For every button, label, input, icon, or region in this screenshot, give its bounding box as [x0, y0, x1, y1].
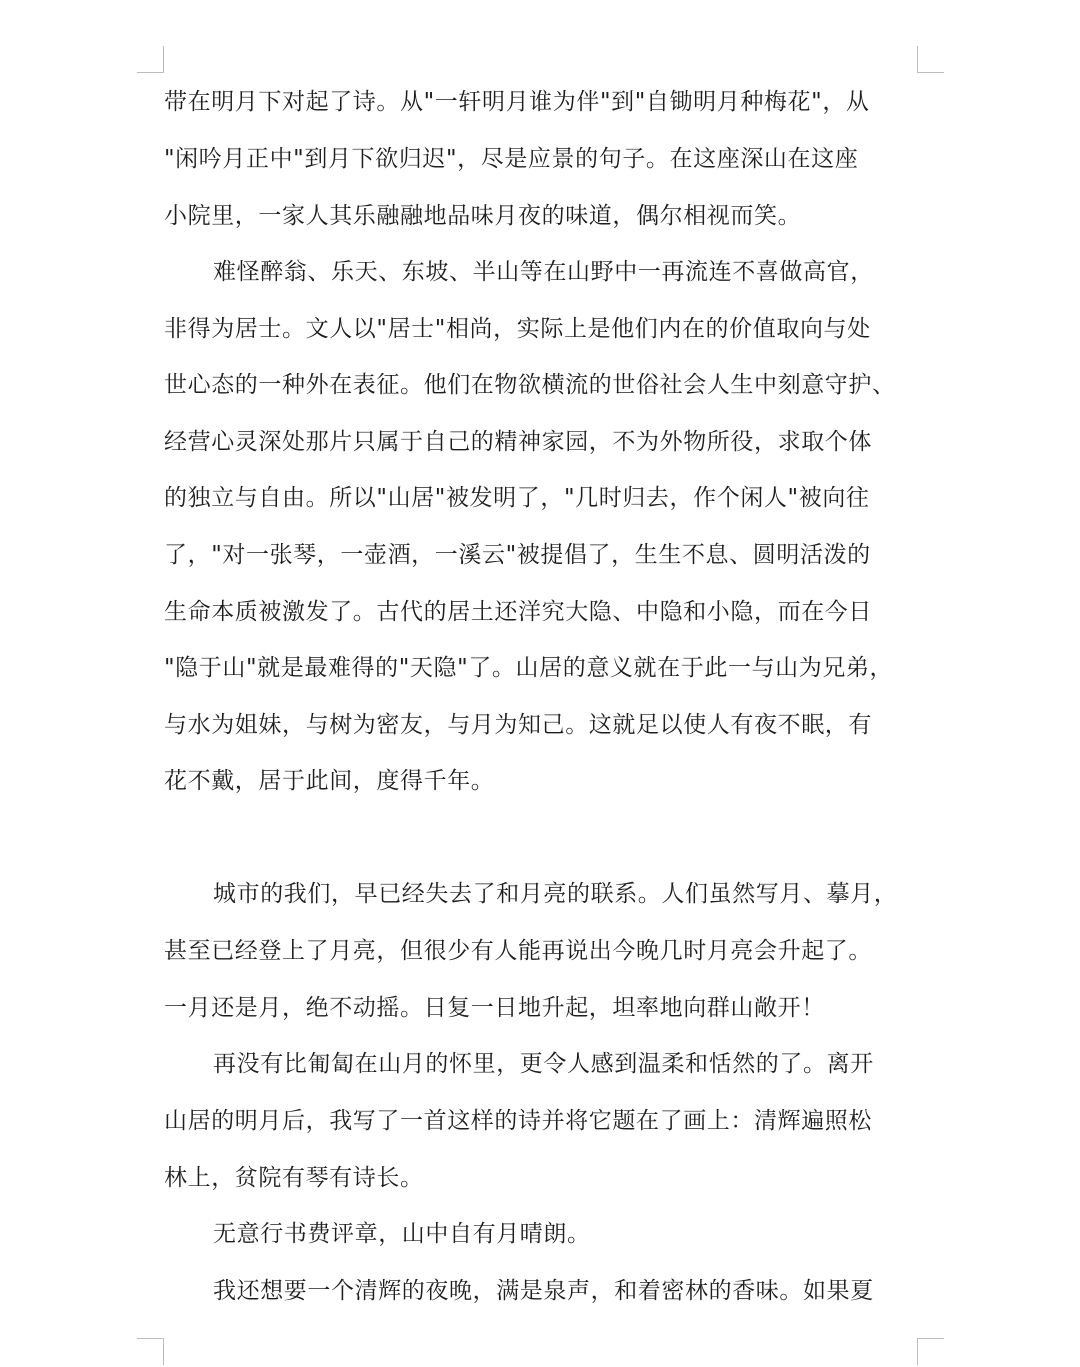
text-line: 花不戴，居于此间，度得千年。 [164, 768, 495, 794]
text-line: 世心态的一种外在表征。他们在物欲横流的世俗社会人生中刻意守护、 [164, 372, 896, 398]
paragraph-first-line: 难怪醉翁、乐天、东坡、半山等在山野中一再流连不喜做高官， [213, 259, 874, 285]
text-line: 的独立与自由。所以"山居"被发明了，"几时归去，作个闲人"被向往 [164, 485, 870, 511]
paragraph-first-line: 无意行书费评章，山中自有月晴朗。 [213, 1221, 591, 1247]
text-line: 经营心灵深处那片只属于自己的精神家园，不为外物所役，求取个体 [164, 429, 872, 455]
text-line: 了，"对一张琴，一壶酒，一溪云"被提倡了，生生不息、圆明活泼的 [164, 542, 871, 568]
text-line: 甚至已经登上了月亮，但很少有人能再说出今晚几时月亮会升起了。 [164, 938, 872, 964]
margin-corner-mark [917, 1338, 944, 1365]
text-line: 带在明月下对起了诗。从"一轩明月谁为伴"到"自锄明月种梅花"，从 [164, 89, 870, 115]
text-line: "闲吟月正中"到月下欲归迟"，尽是应景的句子。在这座深山在这座 [164, 146, 859, 172]
text-line: 林上，贫院有琴有诗长。 [164, 1165, 424, 1191]
text-line: 小院里，一家人其乐融融地品味月夜的味道，偶尔相视而笑。 [164, 203, 802, 229]
text-line: "隐于山"就是最难得的"天隐"了。山居的意义就在于此一与山为兄弟， [164, 655, 894, 681]
text-line: 生命本质被激发了。古代的居土还洋究大隐、中隐和小隐，而在今日 [164, 599, 872, 625]
paragraph-first-line: 城市的我们，早已经失去了和月亮的联系。人们虽然写月、摹月， [213, 881, 898, 907]
paragraph-first-line: 我还想要一个清辉的夜晚，满是泉声，和着密林的香味。如果夏 [213, 1278, 874, 1304]
text-line: 一月还是月，绝不动摇。日复一日地升起，坦率地向群山敞开！ [164, 995, 825, 1021]
text-line: 非得为居士。文人以"居士"相尚，实际上是他们内在的价值取向与处 [164, 316, 871, 342]
margin-corner-mark [137, 46, 164, 73]
margin-corner-mark [137, 1338, 164, 1365]
margin-corner-mark [917, 46, 944, 73]
paragraph-first-line: 再没有比匍匐在山月的怀里，更令人感到温柔和恬然的了。离开 [213, 1051, 874, 1077]
text-line: 山居的明月后，我写了一首这样的诗并将它题在了画上：清辉遍照松 [164, 1108, 872, 1134]
text-line: 与水为姐妹，与树为密友，与月为知己。这就足以使人有夜不眠，有 [164, 712, 872, 738]
